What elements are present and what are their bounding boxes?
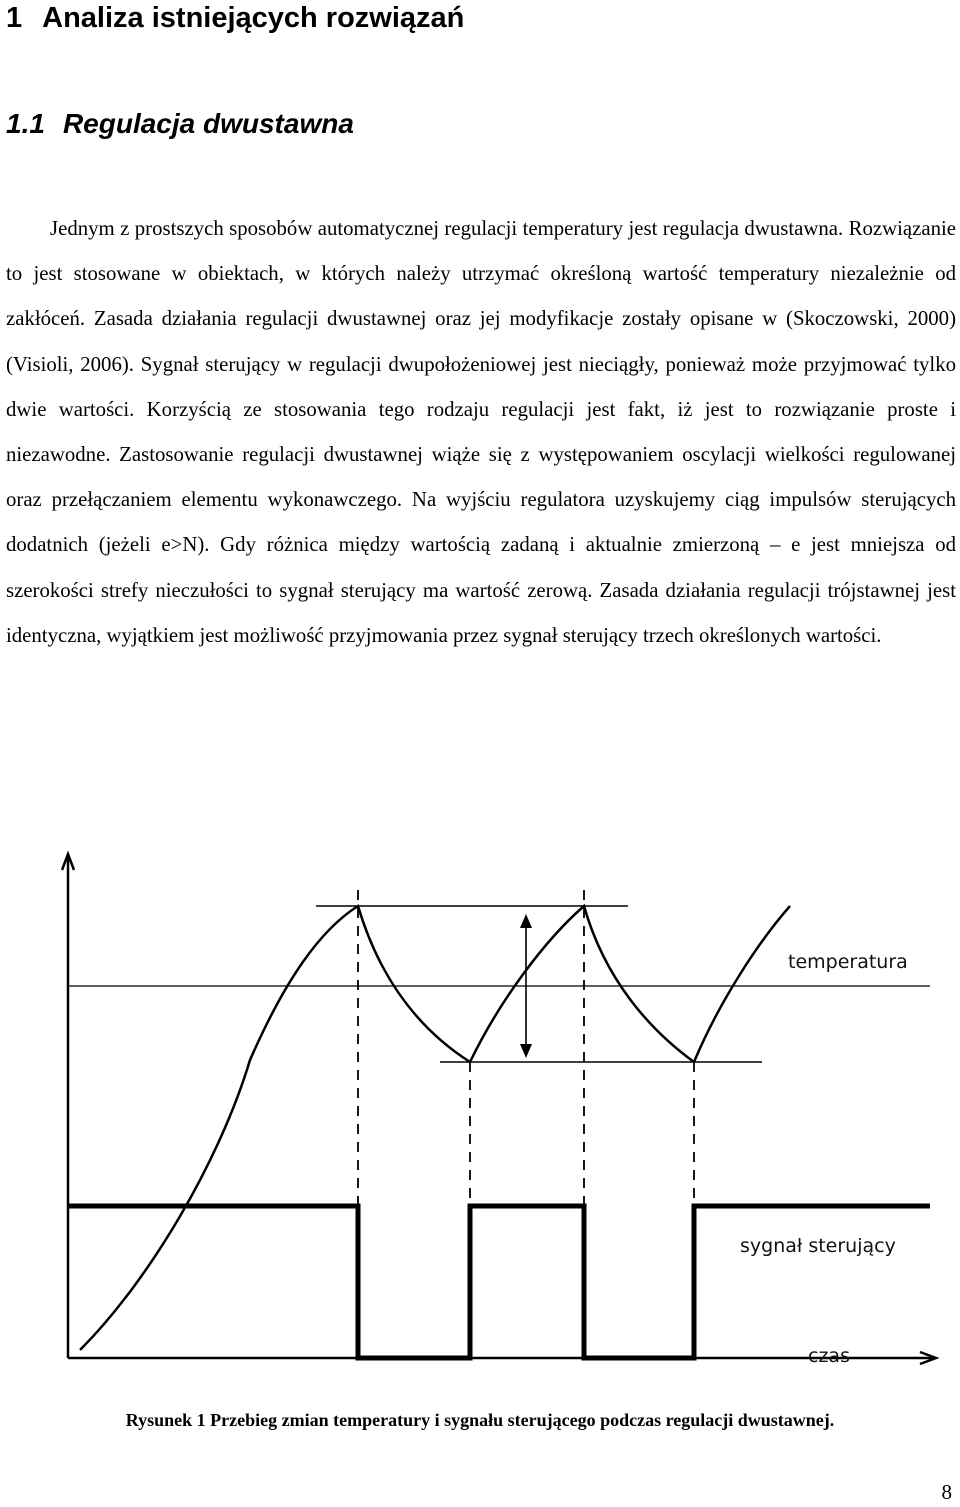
hysteresis-arrow-top [520, 914, 532, 928]
figure-two-position-control [0, 830, 960, 1390]
page-number: 8 [941, 1480, 952, 1504]
temperature-curve [80, 906, 790, 1350]
section-number: 1 [6, 2, 23, 34]
control-signal-label: sygnał sterujący [740, 1235, 896, 1257]
subsection-number: 1.1 [6, 108, 45, 139]
subsection-heading [6, 106, 354, 142]
figure-caption: Rysunek 1 Przebieg zmian temperatury i sygnału sterującego podczas regulacji dwustawnej. [125, 1410, 835, 1430]
time-label: czas [808, 1345, 850, 1367]
hysteresis-arrow-bottom [520, 1044, 532, 1058]
subsection-title: Regulacja dwustawna [62, 108, 354, 139]
figure-diagram [0, 830, 960, 1390]
section-heading [6, 0, 464, 36]
control-signal-waveform [68, 1206, 930, 1358]
body-paragraph: Jednym z prostszych sposobów automatycznej regulacji temperatury jest regulacja dwustawna. Rozwiązanie to jest stosowane w obiektach, w których należy utrzymać określoną wartość temperatury niezależnie od zakłóceń. Zasada działania regulacji dwustawnej oraz jej modyfikacje zostały opisane w (Skoczowski, 2000) (Visioli, 2006). Sygnał sterujący w regulacji dwupołożeniowej jest nieciągły, ponieważ może przyjmować tylko dwie wartości. Korzyścią ze stosowania tego rodzaju regulacji jest fakt, iż jest to rozwiązanie proste i niezawodne. Zastosowanie regulacji dwustawnej wiąże się z występowaniem oscylacji wielkości regulowanej oraz przełączaniem elementu wykonawczego. Na wyjściu regulatora uzyskujemy ciąg impulsów sterujących dodatnich (jeżeli e>N). Gdy różnica między wartością zadaną i aktualnie zmierzoną – e jest mniejsza od szerokości strefy nieczułości to sygnał sterujący ma wartość zerową. Zasada działania regulacji trójstawnej jest identyczna, wyjątkiem jest możliwość przyjmowania przez sygnał sterujący trzech określonych wartości. [6, 217, 956, 647]
section-title: Analiza istniejących rozwiązań [42, 2, 465, 34]
temperature-label: temperatura [788, 951, 908, 973]
